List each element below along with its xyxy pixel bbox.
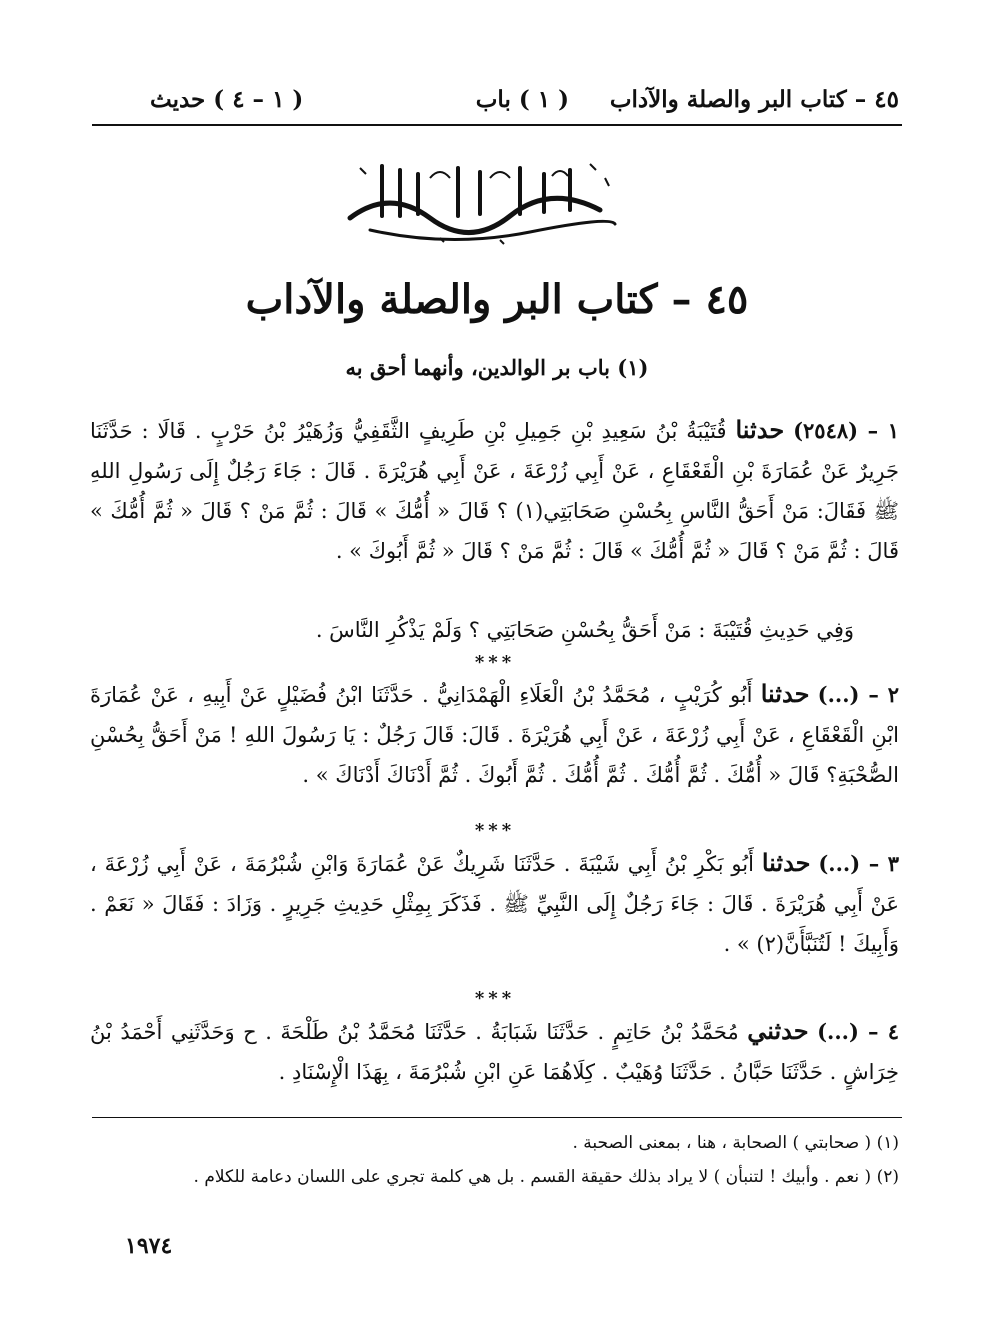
hadith-lead-word: حدثنا bbox=[735, 415, 785, 444]
hadith-text: أَبُو كُرَيْبٍ ، مُحَمَّدُ بْنُ الْعَلَاءِ الْهَمْدَانِيُّ . حَدَّثَنَا ابْنُ فُضَيْلٍ عَنْ أَبِيهِ ، عَنْ عُمَارَةَ ابْنِ الْقَعْقَاعِ ، عَنْ أَبِي زُرْعَةَ ، عَنْ أَبِي هُرَيْرَةَ . قَالَ: قَالَ رَجُلٌ : يَا رَسُولَ اللهِ ! مَنْ أَحَقُّ بِحُسْنِ الصُّحْبَةِ؟ قَالَ « أُمُّكَ . ثُمَّ أُمُّكَ . ثُمَّ أُمُّكَ . ثُمَّ أَبُوكَ . ثُمَّ أَدْنَاكَ أَدْنَاكَ » . bbox=[90, 683, 899, 787]
book-title: ٤٥ – كتاب البر والصلة والآداب bbox=[245, 276, 749, 323]
basmala-calligraphy-svg bbox=[330, 148, 630, 256]
page-number: ١٩٧٤ bbox=[125, 1233, 173, 1259]
hadith-number: ٤ – (...) bbox=[817, 1019, 899, 1044]
hadith-number: ٣ – (...) bbox=[818, 851, 899, 876]
hadith-2 bbox=[90, 674, 899, 795]
hadith-number: ١ – (٢٥٤٨) bbox=[793, 418, 899, 443]
hadith-number: ٢ – (...) bbox=[817, 682, 899, 707]
footnote-divider bbox=[92, 1117, 902, 1118]
hadith-4 bbox=[90, 1011, 899, 1092]
header-book-title: ٤٥ – كتاب البر والصلة والآداب bbox=[609, 86, 899, 113]
hadith-text: قُتَيْبَةُ بْنُ سَعِيدِ بْنِ جَمِيلِ بْنِ طَرِيفٍ الثَّقَفِيُّ وَزُهَيْرُ بْنُ حَرْبٍ . قَالَا : حَدَّثَنَا جَرِيرٌ عَنْ عُمَارَةَ بْنِ الْقَعْقَاعِ ، عَنْ أَبِي زُرْعَةَ ، عَنْ أَبِي هُرَيْرَةَ . قَالَ : جَاءَ رَجُلٌ إِلَى رَسُولِ اللهِ ﷺ فَقَالَ: مَنْ أَحَقُّ النَّاسِ بِحُسْنِ صَحَابَتِي(١) ؟ قَالَ « أُمُّكَ » قَالَ : ثُمَّ مَنْ ؟ قَالَ « ثُمَّ أُمُّكَ » قَالَ : ثُمَّ مَنْ ؟ قَالَ « ثُمَّ أُمُّكَ » قَالَ : ثُمَّ مَنْ ؟ قَالَ « ثُمَّ أَبُوكَ » . bbox=[90, 419, 900, 563]
header-chapter: ( ١ ) باب bbox=[475, 86, 569, 113]
hadith-text: مُحَمَّدُ بْنُ حَاتِمٍ . حَدَّثَنَا شَبَابَةُ . حَدَّثَنَا مُحَمَّدُ بْنُ طَلْحَةَ . ح وَحَدَّثَنِي أَحْمَدُ بْنُ خِرَاشٍ . حَدَّثَنَا حَبَّانُ . حَدَّثَنَا وُهَيْبٌ . كِلَاهُمَا عَنِ ابْنِ شُبْرُمَةَ ، بِهَذَا الْإِسْنَادِ . bbox=[90, 1020, 899, 1084]
footnotes bbox=[160, 1126, 899, 1194]
hadith-lead-word: حدثني bbox=[747, 1016, 809, 1045]
hadith-3 bbox=[90, 843, 899, 964]
basmala-calligraphy bbox=[330, 148, 630, 256]
hadith-1 bbox=[90, 410, 899, 571]
footnote-2: (٢) ( نعم . وأبيك ! لتنبأن ) لا يراد بذلك حقيقة القسم . بل هي كلمة تجري على اللسان دعامة للكلام . bbox=[193, 1167, 899, 1187]
footnote-1: (١) ( صحابتي ) الصحابة ، هنا ، بمعنى الصحبة . bbox=[572, 1133, 899, 1153]
hadith-1-note: وَفِي حَدِيثِ قُتَيْبَةَ : مَنْ أَحَقُّ بِحُسْنِ صَحَابَتِي ؟ وَلَمْ يَذْكُرِ النَّاسَ . bbox=[315, 618, 854, 642]
separator-stars: *** bbox=[474, 988, 516, 1009]
separator-stars: *** bbox=[474, 820, 516, 841]
chapter-title: (١) باب بر الوالدين، وأنهما أحق به bbox=[345, 355, 649, 380]
header-divider bbox=[92, 124, 902, 126]
separator-stars: *** bbox=[474, 652, 516, 673]
hadith-lead-word: حدثنا bbox=[760, 679, 810, 708]
hadith-text: أَبُو بَكْرِ بْنُ أَبِي شَيْبَةَ . حَدَّثَنَا شَرِيكٌ عَنْ عُمَارَةَ وَابْنِ شُبْرُمَةَ ، عَنْ أَبِي زُرْعَةَ ، عَنْ أَبِي هُرَيْرَةَ . قَالَ : جَاءَ رَجُلٌ إِلَى النَّبِيِّ ﷺ . فَذَكَرَ بِمِثْلِ حَدِيثِ جَرِيرٍ . وَزَادَ : فَقَالَ « نَعَمْ . وَأَبِيكَ ! لَتُنَبَّأَنَّ(٢) » . bbox=[90, 852, 899, 956]
running-header bbox=[150, 82, 899, 120]
header-hadith-range: ( ١ – ٤ ) حديث bbox=[150, 86, 304, 113]
hadith-lead-word: حدثنا bbox=[761, 848, 811, 877]
